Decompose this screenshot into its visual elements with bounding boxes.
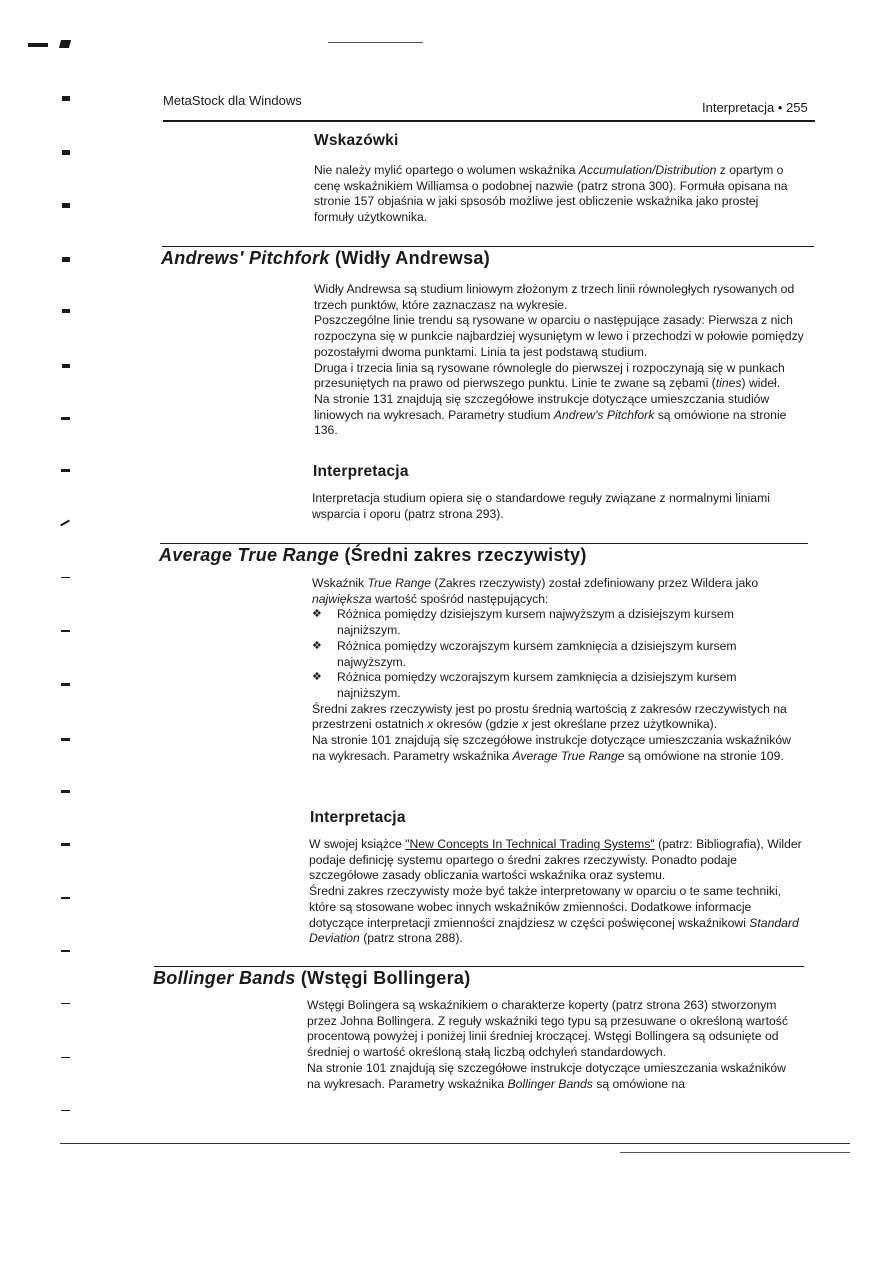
paragraph-text: Interpretacja studium opiera się o standardowe reguły związane z normalnymi liniami wsparcia i oporu (patrz strona 293). [312, 491, 770, 521]
paragraph-text: W swojej książce "New Concepts In Technical Trading Systems" (patrz: Bibliografia), Wilder podaje definicję systemu opartego o średni zakres rzeczywisty. Ponadto podaje szczegółowe zasady obliczania wartości wskaźnika oraz systemu. [309, 837, 802, 883]
paragraph-text: Na stronie 101 znajdują się szczegółowe instrukcje dotyczące umieszczania wskaźników na wykresach. Parametry wskaźnika Bollinger Bands są omówione na [307, 1060, 786, 1091]
paragraph-text: Druga i trzecia linia są rysowane równolegle do pierwszej i rozpoczynają się w punkach przesuniętych na prawo od pierwszego punktu. Linie te zwane są zębami (tines) wideł. [314, 360, 785, 391]
list-item: ❖ Różnica pomiędzy wczorajszym kursem zamknięcia a dzisiejszym kursem najniższym. [312, 670, 737, 700]
paragraph-text: Na stronie 131 znajdują się szczegółowe instrukcje dotyczące umieszczania studiów liniowych na wykresach. Parametry studium Andrew's Pitchfork są omówione na stronie 136. [314, 391, 787, 438]
binder-mark [61, 1003, 70, 1004]
bullet-icon: ❖ [312, 671, 322, 684]
paragraph [307, 998, 793, 1092]
binder-mark [61, 630, 70, 632]
binder-mark [61, 843, 70, 846]
subheading-interpretacja: Interpretacja [313, 463, 409, 480]
binder-mark [62, 203, 70, 208]
paragraph-text: Nie należy mylić opartego o wolumen wskaźnika Accumulation/Distribution z opartym o cenę wskaźnikiem Williamsa o podobnej nazwie (patrz strona 300). Formuła opisana na stronie 157 objaśnia w jaki spsosób możliwe jest obliczenie wskaźnika jako prostej formuły użytkownika. [314, 163, 788, 225]
paragraph [312, 491, 810, 522]
section-title-average-true-range: Average True Range (Średni zakres rzeczywisty) [159, 545, 587, 565]
bullet-icon: ❖ [312, 608, 322, 621]
scan-line [60, 1143, 850, 1144]
paragraph [314, 282, 808, 439]
binder-mark [61, 417, 70, 420]
paragraph-text: Na stronie 101 znajdują się szczegółowe instrukcje dotyczące umieszczania wskaźników na wykresach. Parametry wskaźnika Average True Range są omówione na stronie 109. [312, 733, 791, 763]
paragraph [309, 837, 809, 947]
paragraph-text: Wstęgi Bolingera są wskaźnikiem o charakterze koperty (patrz strona 263) stworzonym przez Johna Bollingera. Z reguły wskaźniki tego typu są przesuwane o określoną wartość procentową powyżej i poniżej linii średniej kroczącej. Wstęgi Bollingera są odsunięte od średniej o wartość określoną stałą liczbą odchyleń standardowych. [307, 998, 788, 1060]
binder-mark [61, 738, 70, 741]
section-rule [160, 543, 808, 544]
list-item: ❖ Różnica pomiędzy dzisiejszym kursem najwyższym a dzisiejszym kursem najniższym. [312, 607, 734, 638]
bullet-icon: ❖ [312, 639, 322, 652]
paragraph-text: Poszczególne linie trendu są rysowane w oparciu o następujące zasady: Pierwsza z nich rozpoczyna się w punkcie najbardziej wysuniętym w lewo i przechodzi w połowie pomiędzy pozostałymi dwoma punktami. Linia ta jest podstawą studium. [314, 313, 804, 359]
binder-mark [61, 683, 70, 686]
section-heading-wskazowki: Wskazówki [314, 132, 399, 149]
section-rule [154, 966, 804, 967]
scan-line [620, 1152, 850, 1153]
section-title-bollinger-bands: Bollinger Bands (Wstęgi Bollingera) [153, 968, 471, 988]
paragraph-text: Średni zakres rzeczywisty jest po prostu średnią wartością z zakresów rzeczywistych na przestrzeni ostatnich x okresów (gdzie x jest określane przez użytkownika). [312, 701, 787, 732]
binder-mark [61, 1057, 70, 1058]
binder-mark [62, 96, 70, 101]
paragraph [312, 576, 804, 764]
binder-mark [61, 577, 70, 578]
running-header-right: Interpretacja • 255 [702, 100, 808, 115]
list-item: ❖ Różnica pomiędzy wczorajszym kursem zamknięcia a dzisiejszym kursem najwyższym. [312, 638, 737, 669]
binder-mark [59, 40, 71, 48]
bullet-list [312, 607, 804, 701]
header-rule [163, 120, 815, 122]
section-title-andrews-pitchfork: Andrews' Pitchfork (Widły Andrewsa) [161, 248, 491, 268]
section-rule [162, 246, 814, 247]
scan-line [328, 42, 423, 43]
binder-mark [60, 520, 70, 527]
paragraph-text: Wskaźnik True Range (Zakres rzeczywisty) został zdefiniowany przez Wildera jako największa wartość spośród następujących: [312, 576, 759, 606]
binder-mark [62, 364, 70, 368]
subheading-interpretacja: Interpretacja [310, 809, 406, 826]
binder-mark [61, 469, 70, 472]
binder-mark [62, 257, 70, 262]
binder-mark [61, 790, 70, 793]
binder-mark [28, 43, 48, 47]
binder-mark [61, 897, 70, 899]
binder-mark [62, 150, 70, 155]
running-header-left: MetaStock dla Windows [163, 93, 302, 108]
paragraph [314, 163, 792, 226]
paragraph-text: Widły Andrewsa są studium liniowym złożonym z trzech linii równoległych rysowanych od trzech punktów, które zaznaczasz na wykresie. [314, 282, 795, 312]
binder-mark [62, 309, 70, 313]
binder-mark [61, 1110, 70, 1111]
paragraph-text: Średni zakres rzeczywisty może być także interpretowany w oparciu o te same techniki, które są stosowane wobec innych wskaźników zmienności. Dodatkowe informacje dotyczące interpretacji zmienności znajdziesz w części poświęconej wskaźnikowi Standard Deviation (patrz strona 288). [309, 884, 799, 946]
binder-mark [61, 950, 70, 952]
